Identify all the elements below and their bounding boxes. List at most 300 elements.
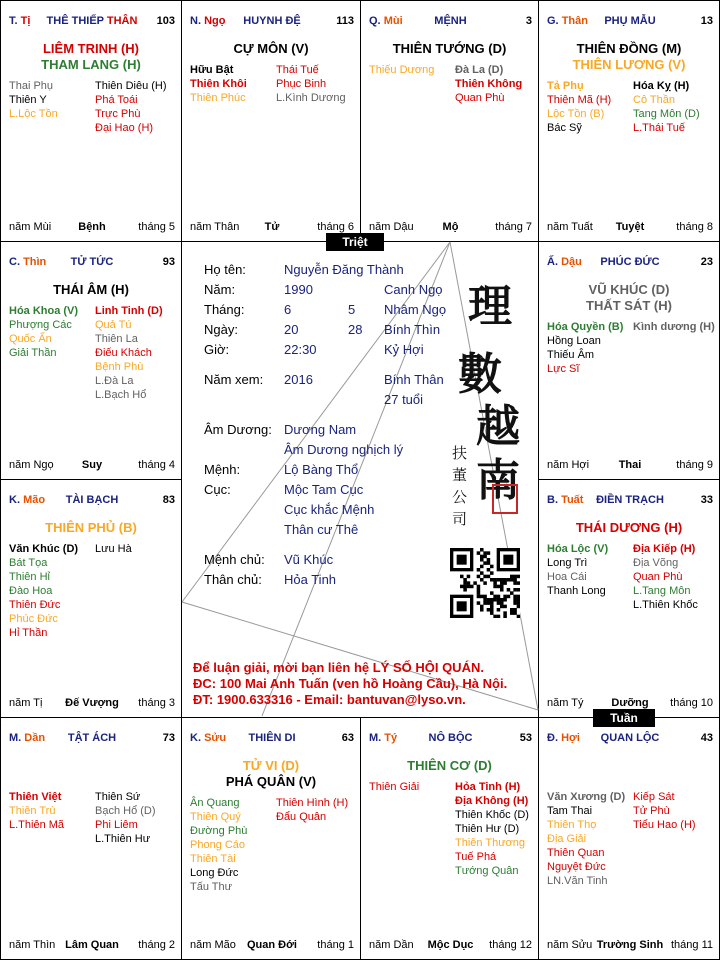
star-tieu-hao-h: Tiểu Hao (H) xyxy=(633,819,696,831)
value-nam: 1990 xyxy=(284,282,313,297)
qr-module xyxy=(513,588,517,592)
qr-module xyxy=(510,591,514,595)
palace-name: QUAN LỘC xyxy=(600,732,660,744)
main-star-liem-trinh-h: LIÊM TRINH (H) xyxy=(42,41,140,56)
minor-stars-right xyxy=(633,79,700,135)
star-dia-giai: Địa Giải xyxy=(547,833,587,845)
qr-module xyxy=(513,578,517,582)
qr-finder-core xyxy=(457,555,467,565)
qr-module xyxy=(490,598,494,602)
palace-chi: Mão xyxy=(23,494,46,506)
star-bach-ho-d: Bạch Hổ (D) xyxy=(95,805,156,817)
qr-module xyxy=(483,555,487,559)
palace-thien-di xyxy=(181,717,361,960)
star-van-xuong-d: Văn Xương (D) xyxy=(547,791,626,803)
star-thien-phuc: Thiên Phúc xyxy=(190,92,246,104)
star-l-loc-ton: L.Lộc Tồn xyxy=(9,108,58,120)
palace-header xyxy=(547,15,713,29)
value-than-cu: Thân cư Thê xyxy=(284,522,359,537)
palace-chi: Thìn xyxy=(23,256,47,268)
palace-name: ĐIỀN TRẠCH xyxy=(596,494,664,506)
value-than-chu: Hỏa Tinh xyxy=(284,572,337,587)
star-hong-loan: Hồng Loan xyxy=(547,335,601,347)
seal-char-1: 扶 xyxy=(452,444,468,462)
minor-stars-left xyxy=(9,304,78,360)
qr-module xyxy=(510,611,514,615)
seal-char-2: 董 xyxy=(452,466,468,484)
qr-module xyxy=(480,608,484,612)
trang-sinh-stage: Tuyệt xyxy=(615,221,645,233)
value-gio-can: Kỷ Hợi xyxy=(384,342,424,357)
palace-tu-tuc xyxy=(0,241,182,480)
star-hoa-ky-h: Hóa Kỵ (H) xyxy=(633,80,690,92)
palace-name: TỬ TỨC xyxy=(70,256,114,268)
star-quan-phu: Quan Phù xyxy=(633,571,683,583)
palace-name: HUYNH ĐỆ xyxy=(243,15,301,27)
palace-header xyxy=(9,15,175,29)
label-am-duong: Âm Dương: xyxy=(204,422,272,437)
label-menh: Mệnh: xyxy=(204,462,241,477)
qr-module xyxy=(513,611,517,615)
star-phuong-cac: Phượng Các xyxy=(9,319,72,331)
star-l-bach-ho: L.Bạch Hổ xyxy=(95,389,147,401)
star-l-thai-tue: L.Thái Tuế xyxy=(633,122,685,134)
nguyet-han-month: tháng 11 xyxy=(670,939,713,951)
star-thien-hi: Thiên Hỉ xyxy=(9,571,50,583)
center-info-panel xyxy=(180,240,540,718)
star-phuc-binh: Phục Binh xyxy=(276,78,327,90)
star-loc-ton-b: Lộc Tồn (B) xyxy=(547,108,605,120)
nguyet-han-month: tháng 6 xyxy=(317,221,354,233)
qr-module xyxy=(487,551,491,555)
minor-stars-right xyxy=(276,796,348,824)
palace-can: B. xyxy=(547,494,558,506)
palace-dai-han-number: 73 xyxy=(162,732,175,744)
minor-stars-left xyxy=(190,63,247,105)
qr-module xyxy=(490,565,494,569)
palace-chi: Sửu xyxy=(204,732,227,744)
nguyet-han-month: tháng 9 xyxy=(676,459,713,471)
label-nam: Năm: xyxy=(204,282,236,297)
palace-chi: Dậu xyxy=(561,256,582,268)
minor-stars-right xyxy=(95,790,156,846)
qr-module xyxy=(483,601,487,605)
qr-module xyxy=(480,571,484,575)
qr-module xyxy=(460,585,464,589)
qr-module xyxy=(517,575,520,579)
qr-module xyxy=(483,561,487,565)
palace-name: TẬT ÁCH xyxy=(67,732,117,744)
minor-stars-right xyxy=(633,320,715,334)
star-thieu-duong: Thiếu Dương xyxy=(369,64,435,76)
qr-module xyxy=(463,581,467,585)
minor-stars-left xyxy=(547,320,623,376)
star-thien-tho: Thiên Thọ xyxy=(547,819,597,831)
value-thang-duong: 6 xyxy=(284,302,292,317)
palace-dai-han-number: 103 xyxy=(156,15,175,27)
than-marker: THÂN xyxy=(106,15,138,27)
star-hoa-cai: Hoa Cái xyxy=(547,571,587,583)
qr-module xyxy=(503,605,507,609)
qr-module xyxy=(493,585,497,589)
nguyet-han-month: tháng 2 xyxy=(138,939,175,951)
value-cuc-khac: Cục khắc Mệnh xyxy=(284,502,375,517)
qr-module xyxy=(503,615,507,618)
palace-name: PHỤ MẪU xyxy=(604,15,656,27)
palace-header xyxy=(369,732,532,746)
star-thien-khoc-d: Thiên Khốc (D) xyxy=(455,809,529,821)
star-thien-su: Thiên Sứ xyxy=(95,791,141,803)
star-pha-toai: Phá Toái xyxy=(95,94,138,106)
value-am-duong-ly: Âm Dương nghịch lý xyxy=(284,442,404,457)
qr-module xyxy=(513,608,517,612)
palace-footer xyxy=(9,697,175,711)
minor-stars-left xyxy=(9,542,78,640)
palace-footer xyxy=(547,459,713,473)
label-menh-chu: Mệnh chủ: xyxy=(204,552,265,567)
palace-dai-han-number: 43 xyxy=(700,732,713,744)
qr-module xyxy=(493,578,497,582)
palace-footer xyxy=(369,221,532,235)
nguyet-han-month: tháng 5 xyxy=(138,221,175,233)
value-ho-ten: Nguyễn Đăng Thành xyxy=(284,262,404,277)
tieu-han-year: năm Hợi xyxy=(547,459,590,471)
qr-module xyxy=(487,561,491,565)
star-tu-phu: Tử Phù xyxy=(633,805,670,817)
minor-stars-left xyxy=(369,780,419,794)
calligraphy-ly: 理 xyxy=(468,281,512,332)
palace-dai-han-number: 23 xyxy=(700,256,713,268)
qr-module xyxy=(500,578,504,582)
qr-module xyxy=(507,578,511,582)
palace-can: N. xyxy=(190,15,201,27)
star-thien-y: Thiên Y xyxy=(9,94,47,106)
palace-footer xyxy=(9,459,175,473)
star-dau-quan: Đẩu Quân xyxy=(276,811,327,823)
palace-huynh-de xyxy=(181,0,361,242)
palace-chi: Thân xyxy=(561,15,588,27)
main-star-thien-luong-v: THIÊN LƯƠNG (V) xyxy=(572,57,686,72)
qr-module xyxy=(507,588,511,592)
palace-chi: Tị xyxy=(20,15,31,27)
contact-line-1: Để luận giải, mời bạn liên hệ LÝ SỐ HỘI QUÁN. xyxy=(193,660,484,675)
qr-module xyxy=(483,595,487,599)
trang-sinh-stage: Suy xyxy=(81,459,103,471)
value-menh: Lộ Bàng Thổ xyxy=(284,462,359,477)
qr-module xyxy=(503,595,507,599)
main-star-tham-lang-h: THAM LANG (H) xyxy=(41,57,141,72)
qr-module xyxy=(513,595,517,599)
palace-footer xyxy=(547,939,713,953)
nguyet-han-month: tháng 4 xyxy=(138,459,175,471)
palace-footer xyxy=(369,939,532,953)
palace-dai-han-number: 63 xyxy=(341,732,354,744)
calligraphy-so: 數 xyxy=(458,349,502,400)
star-an-quang: Ân Quang xyxy=(190,797,240,809)
palace-name: PHÚC ĐỨC xyxy=(600,256,660,268)
trang-sinh-stage: Lâm Quan xyxy=(65,939,119,951)
value-thang-am: 5 xyxy=(348,302,356,317)
palace-can: K. xyxy=(9,494,20,506)
main-star-thien-dong-m: THIÊN ĐỒNG (M) xyxy=(576,41,682,56)
qr-module xyxy=(497,585,501,589)
palace-quan-loc xyxy=(538,717,720,960)
qr-module xyxy=(483,575,487,579)
qr-module xyxy=(490,601,494,605)
star-l-thien-khoc: L.Thiên Khốc xyxy=(633,599,698,611)
palace-tai-bach xyxy=(0,479,182,718)
qr-module xyxy=(503,598,507,602)
qr-module xyxy=(467,585,471,589)
palace-header xyxy=(547,732,713,746)
palace-footer xyxy=(9,221,175,235)
qr-module xyxy=(517,598,520,602)
star-bac-sy: Bác Sỹ xyxy=(547,122,582,134)
star-ln-van-tinh: LN.Văn Tinh xyxy=(547,875,608,887)
qr-module xyxy=(480,565,484,569)
star-hoa-loc-v: Hóa Lộc (V) xyxy=(547,543,609,555)
star-linh-tinh-d: Linh Tinh (D) xyxy=(95,305,163,317)
qr-module xyxy=(490,578,494,582)
qr-module xyxy=(500,598,504,602)
qr-module xyxy=(487,598,491,602)
minor-stars-right xyxy=(455,63,522,105)
palace-header xyxy=(190,732,354,746)
star-l-tang-mon: L.Tang Môn xyxy=(633,585,691,597)
main-star-that-sat-h: THẤT SÁT (H) xyxy=(586,298,672,313)
value-thang-can: Nhâm Ngọ xyxy=(384,302,447,317)
minor-stars-right xyxy=(633,542,698,612)
label-ngay: Ngày: xyxy=(204,322,238,337)
palace-header xyxy=(9,256,175,270)
star-tue-pha: Tuế Phá xyxy=(455,851,497,863)
trang-sinh-stage: Mộ xyxy=(442,221,459,233)
contact-address: ĐC: 100 Mai Anh Tuấn (ven hồ Hoàng Cầu), Hà Nội. xyxy=(193,676,508,691)
star-thien-quan: Thiên Quan xyxy=(547,847,605,859)
qr-module xyxy=(500,588,504,592)
star-phi-liem: Phi Liêm xyxy=(95,819,138,831)
trang-sinh-stage: Thai xyxy=(618,459,642,471)
star-dia-vong: Địa Võng xyxy=(633,557,679,569)
minor-stars-right xyxy=(276,63,346,105)
red-seal-stamp xyxy=(492,484,518,514)
qr-module xyxy=(477,591,481,595)
star-thien-quy: Thiên Quý xyxy=(190,811,241,823)
qr-module xyxy=(497,601,501,605)
palace-can: M. xyxy=(369,732,382,744)
qr-module xyxy=(503,578,507,582)
palace-dien-trach xyxy=(538,479,720,718)
main-star-thai-duong-h: THÁI DƯƠNG (H) xyxy=(575,520,683,535)
qr-module xyxy=(467,575,471,579)
qr-module xyxy=(477,568,481,572)
qr-module xyxy=(490,608,494,612)
star-thien-viet: Thiên Việt xyxy=(9,791,62,803)
star-dao-hoa: Đào Hoa xyxy=(9,585,53,597)
palace-can: Q. xyxy=(369,15,381,27)
star-hi-than: Hỉ Thần xyxy=(9,627,48,639)
minor-stars-left xyxy=(9,790,64,832)
trang-sinh-stage: Quan Đới xyxy=(247,939,297,951)
palace-chi: Hợi xyxy=(561,732,580,744)
palace-phu-mau xyxy=(538,0,720,242)
palace-header xyxy=(190,15,354,29)
qr-module xyxy=(483,598,487,602)
label-thang: Tháng: xyxy=(204,302,245,317)
qr-module xyxy=(500,601,504,605)
contact-phone-email: ĐT: 1900.633316 - Email: bantuvan@lyso.vn. xyxy=(193,692,466,707)
qr-module xyxy=(493,581,497,585)
qr-module xyxy=(493,598,497,602)
star-thien-khoi: Thiên Khôi xyxy=(190,78,247,90)
star-nguyet-duc: Nguyệt Đức xyxy=(547,861,606,873)
qr-module xyxy=(497,578,501,582)
star-van-khuc-d: Văn Khúc (D) xyxy=(9,543,79,555)
palace-can: M. xyxy=(9,732,22,744)
star-qua-tu: Quả Tú xyxy=(95,319,132,331)
star-dieu-khach: Điếu Khách xyxy=(95,347,152,359)
value-am-duong: Dương Nam xyxy=(284,422,357,437)
qr-module xyxy=(517,605,520,609)
minor-stars-left xyxy=(547,790,625,888)
qr-module xyxy=(463,588,467,592)
triet-marker: Triệt xyxy=(326,233,384,251)
qr-module xyxy=(510,575,514,579)
main-star-vu-khuc-d: VŨ KHÚC (D) xyxy=(588,282,670,297)
star-kinh-duong-h: Kình dương (H) xyxy=(633,321,715,333)
palace-phuc-duc xyxy=(538,241,720,480)
star-bat-toa: Bát Tọa xyxy=(9,557,48,569)
value-cuc: Mộc Tam Cục xyxy=(284,482,364,497)
star-thien-giai: Thiên Giải xyxy=(369,781,420,793)
palace-footer xyxy=(9,939,175,953)
qr-module xyxy=(510,578,514,582)
qr-module xyxy=(503,611,507,615)
qr-module xyxy=(517,601,520,605)
star-thien-hinh-h: Thiên Hình (H) xyxy=(276,797,349,809)
qr-module xyxy=(497,598,501,602)
minor-stars-left xyxy=(190,796,247,894)
qr-module xyxy=(487,601,491,605)
palace-footer xyxy=(547,221,713,235)
qr-module xyxy=(487,608,491,612)
qr-module xyxy=(497,608,501,612)
main-star-pha-quan-v: PHÁ QUÂN (V) xyxy=(225,774,317,789)
qr-module xyxy=(493,595,497,599)
qr-module xyxy=(463,578,467,582)
palace-dai-han-number: 3 xyxy=(525,15,532,27)
star-thai-tue: Thái Tuế xyxy=(276,64,319,76)
nguyet-han-month: tháng 12 xyxy=(489,939,532,951)
palace-can: K. xyxy=(190,732,201,744)
star-thien-la: Thiên La xyxy=(95,333,138,345)
tieu-han-year: năm Dậu xyxy=(369,221,414,233)
qr-module xyxy=(480,595,484,599)
star-co-than: Cô Thần xyxy=(633,94,675,106)
star-thien-ma-h: Thiên Mã (H) xyxy=(547,94,612,106)
minor-stars-left xyxy=(547,542,608,598)
star-truc-phu: Trực Phù xyxy=(95,108,141,120)
palace-chi: Ngọ xyxy=(204,15,226,27)
main-star-cu-mon-v: CỰ MÔN (V) xyxy=(233,41,309,56)
palace-can: C. xyxy=(9,256,20,268)
star-dia-khong-h: Địa Không (H) xyxy=(455,795,529,807)
palace-chi: Tý xyxy=(384,732,398,744)
main-star-tu-vi-d: TỬ VI (D) xyxy=(242,758,300,773)
label-than-chu: Thân chủ: xyxy=(204,572,262,587)
star-kiep-sat: Kiếp Sát xyxy=(633,791,675,803)
qr-module xyxy=(480,605,484,609)
palace-name: THÊ THIẾP THÂN xyxy=(46,15,138,27)
calligraphy-viet: 越 xyxy=(476,401,520,452)
star-huu-bat: Hữu Bật xyxy=(190,64,234,76)
qr-module xyxy=(460,575,464,579)
qr-module xyxy=(503,581,507,585)
tieu-han-year: năm Mùi xyxy=(9,221,52,233)
qr-module xyxy=(510,608,514,612)
nguyet-han-month: tháng 10 xyxy=(670,697,713,709)
star-phong-cao: Phong Cáo xyxy=(190,839,246,851)
minor-stars-right xyxy=(455,780,529,878)
qr-module xyxy=(517,595,520,599)
main-star-thai-am-h: THÁI ÂM (H) xyxy=(53,282,129,297)
minor-stars-right xyxy=(95,79,167,135)
star-giai-than: Giải Thần xyxy=(9,347,57,359)
palace-dai-han-number: 83 xyxy=(162,494,175,506)
palace-can: Đ. xyxy=(547,732,558,744)
value-ngay-can: Bính Thìn xyxy=(384,322,441,337)
palace-dai-han-number: 93 xyxy=(162,256,175,268)
qr-code-icon[interactable] xyxy=(450,548,520,618)
star-tang-mon-d: Tang Môn (D) xyxy=(633,108,700,120)
value-ngay-am: 28 xyxy=(348,322,363,337)
palace-can: T. xyxy=(9,15,18,27)
palace-dai-han-number: 33 xyxy=(700,494,713,506)
tieu-han-year: năm Sửu xyxy=(547,939,593,951)
trang-sinh-stage: Dưỡng xyxy=(611,697,649,709)
seal-char-3: 公 xyxy=(452,488,468,506)
palace-header xyxy=(369,15,532,29)
minor-stars-left xyxy=(369,63,434,77)
star-tuong-quan: Tướng Quân xyxy=(455,865,519,877)
tieu-han-year: năm Ngọ xyxy=(9,459,54,471)
qr-module xyxy=(483,551,487,555)
star-quan-phu: Quan Phù xyxy=(455,92,505,104)
trang-sinh-stage: Mộc Dục xyxy=(427,939,474,951)
star-thien-khong: Thiên Không xyxy=(455,78,523,90)
tieu-han-year: năm Thân xyxy=(190,221,240,233)
minor-stars-right xyxy=(95,542,132,556)
trang-sinh-stage: Tử xyxy=(264,221,280,233)
star-hoa-khoa-v: Hóa Khoa (V) xyxy=(9,305,79,317)
star-da-la-d: Đà La (D) xyxy=(455,64,504,76)
star-thien-tai: Thiên Tài xyxy=(190,853,236,865)
label-ho-ten: Họ tên: xyxy=(204,262,246,277)
seal-char-4: 司 xyxy=(452,510,468,528)
qr-module xyxy=(513,575,517,579)
star-luc-si: Lực Sĩ xyxy=(547,363,580,375)
tieu-han-year: năm Dần xyxy=(369,939,414,951)
tieu-han-year: năm Tị xyxy=(9,697,43,709)
star-thanh-long: Thanh Long xyxy=(547,585,606,597)
star-thien-tru: Thiên Trù xyxy=(9,805,56,817)
qr-finder-core xyxy=(503,555,513,565)
nguyet-han-month: tháng 1 xyxy=(317,939,354,951)
qr-module xyxy=(477,575,481,579)
label-nam-xem: Năm xem: xyxy=(204,372,264,387)
main-star-thien-tuong-d: THIÊN TƯỚNG (D) xyxy=(392,41,507,56)
palace-name: MỆNH xyxy=(434,15,467,27)
